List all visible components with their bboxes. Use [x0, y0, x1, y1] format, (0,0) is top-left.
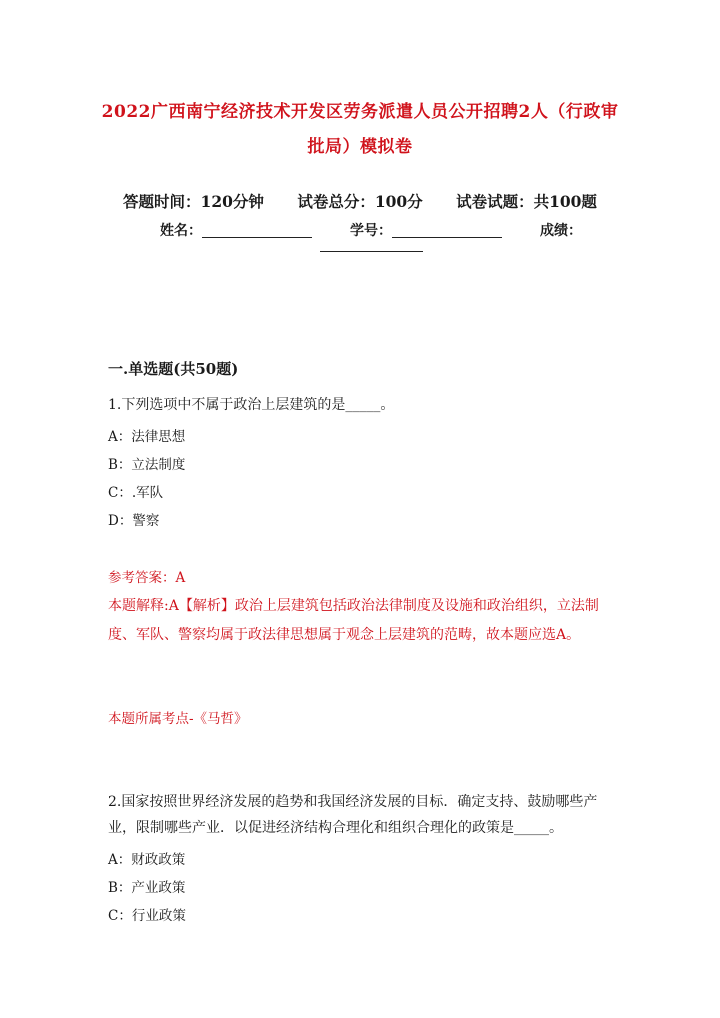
exam-meta — [0, 190, 720, 212]
q1-topic: 本题所属考点-《马哲》 — [108, 711, 248, 727]
name-label: 姓名： — [160, 223, 202, 239]
q1-option-d[interactable]: D：警察 — [108, 513, 160, 529]
q1-option-b[interactable]: B：立法制度 — [108, 457, 186, 473]
exam-question-count: 试卷试题：共100题 — [456, 192, 597, 211]
exam-title-line-2: 批局）模拟卷 — [307, 137, 413, 157]
question-1-stem: 1.下列选项中不属于政治上层建筑的是_____。 — [108, 397, 395, 413]
q2-option-a[interactable]: A：财政政策 — [108, 852, 186, 868]
score-label: 成绩： — [540, 223, 582, 239]
q1-explanation: 本题解释:A【解析】政治上层建筑包括政治法律制度及设施和政治组织，立法制度、军队、警察均属于政法律思想属于观念上层建筑的范畴，故本题应选A。 — [108, 598, 599, 643]
q2-option-b[interactable]: B：产业政策 — [108, 880, 186, 896]
student-id-label: 学号： — [350, 223, 392, 239]
name-field[interactable] — [160, 220, 312, 240]
student-id-field[interactable] — [350, 220, 502, 240]
q1-option-a[interactable]: A：法律思想 — [108, 429, 186, 445]
score-field[interactable] — [540, 220, 582, 240]
student-id-blank[interactable] — [392, 223, 502, 238]
section-heading: 一.单选题(共50题) — [108, 360, 239, 378]
q2-option-c[interactable]: C：行业政策 — [108, 908, 186, 924]
exam-total-score: 试卷总分：100分 — [297, 192, 423, 211]
q1-answer: 参考答案：A — [108, 570, 186, 586]
q1-option-c[interactable]: C：.军队 — [108, 485, 164, 501]
exam-title-line-1: 2022广西南宁经济技术开发区劳务派遣人员公开招聘2人（行政审 — [101, 102, 619, 122]
exam-time: 答题时间：120分钟 — [123, 192, 264, 211]
name-blank[interactable] — [202, 223, 312, 238]
score-blank[interactable] — [320, 251, 423, 252]
question-2-stem: 2.国家按照世界经济发展的趋势和我国经济发展的目标．确定支持、鼓励哪些产业，限制哪些产业．以促进经济结构合理化和组织合理化的政策是_____。 — [108, 794, 598, 836]
